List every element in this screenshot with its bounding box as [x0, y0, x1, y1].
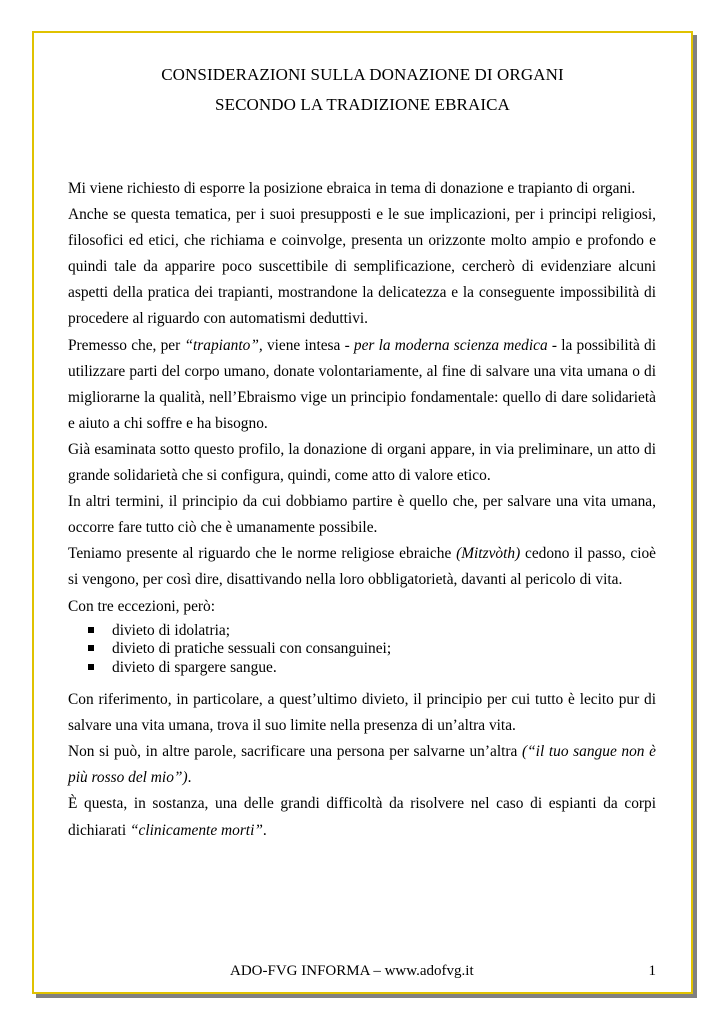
paragraph-3-text-c: viene intesa - [262, 336, 354, 354]
paragraph-3 [68, 333, 656, 437]
paragraph-3-text-a: Premesso che, per [68, 336, 185, 354]
paragraph-9-text-a: Non si può, in altre parole, sacrificare una persona per salvarne un’altra [68, 743, 522, 761]
paragraph-3-term-trapianto: “trapianto”, [184, 336, 263, 354]
list-item-text: divieto di pratiche sessuali con consanguinei; [112, 640, 392, 658]
paragraph-3-emphasis: per la moderna scienza medica [353, 336, 548, 354]
square-bullet-icon [88, 664, 94, 670]
document-title-line-2: SECONDO LA TRADIZIONE EBRAICA [215, 95, 510, 114]
paragraph-2: Anche se questa tematica, per i suoi presupposti e le sue implicazioni, per i principi religiosi, filosofici ed etici, che richiama e coinvolge, presenta un orizzonte molto ampio e profondo e quindi tale da apparire poco suscettibile di semplificazione, cercherò di evidenziare alcuni aspetti della pratica dei trapianti, mostrandone la delicatezza e la conseguente impossibilità di procedere al riguardo con automatismi deduttivi. [68, 206, 656, 328]
paragraph-6-text-c: cedono il passo, cioè si vengono, per così dire, disattivando nella loro obbligatorietà, davanti al pericolo di vita. [68, 545, 657, 589]
list-item [68, 622, 656, 641]
paragraph-6-term-mitzvoth: (Mitzvòth) [456, 545, 521, 563]
paragraph-10-quote: “clinicamente morti” [129, 821, 263, 839]
list-item [68, 659, 656, 678]
paragraph-10 [68, 791, 656, 843]
document-title-line-1: CONSIDERAZIONI SULLA DONAZIONE DI ORGANI [161, 65, 564, 84]
paragraph-9-quote: (“il tuo sangue non è più rosso del mio”) [68, 743, 656, 787]
page-number: 1 [648, 963, 656, 979]
paragraph-1: Mi viene richiesto di esporre la posizione ebraica in tema di donazione e trapianto di organi. [68, 180, 636, 197]
paragraph-6-text-a: Teniamo presente al riguardo che le norme religiose ebraiche [68, 545, 457, 563]
document-body [68, 176, 656, 844]
footer-text: ADO-FVG INFORMA – www.adofvg.it [230, 963, 474, 979]
paragraph-10-text-a: È questa, in sostanza, una delle grandi difficoltà da risolvere nel caso di espianti da corpi dichiarati [68, 795, 656, 839]
paragraph-7: Con tre eccezioni, però: [68, 597, 216, 615]
list-item [68, 640, 656, 659]
paragraph-8: Con riferimento, in particolare, a quest’ultimo divieto, il principio per cui tutto è lecito pur di salvare una vita umana, trova il suo limite nella presenza di un’altra vita. [68, 691, 656, 735]
paragraph-6 [68, 541, 656, 593]
exceptions-list [68, 622, 656, 678]
list-item-text: divieto di spargere sangue. [112, 658, 277, 676]
list-item-text: divieto di idolatria; [112, 621, 230, 639]
paragraph-10-text-c: . [262, 821, 267, 839]
paragraph-3-text-e: - la possibilità di utilizzare parti del corpo umano, donate volontariamente, al fine di salvare una vita umana o di migliorarne la qualità, nell’Ebraismo vige un principio fondamentale: quello di dare solidarietà e aiuto a chi soffre e ha bisogno. [68, 336, 656, 432]
paragraph-4: Già esaminata sotto questo profilo, la donazione di organi appare, in via preliminare, un atto di grande solidarietà che si configura, quindi, come atto di valore etico. [68, 440, 656, 485]
square-bullet-icon [88, 627, 94, 633]
square-bullet-icon [88, 645, 94, 651]
paragraph-9-text-c: . [187, 769, 192, 787]
paragraph-5: In altri termini, il principio da cui dobbiamo partire è quello che, per salvare una vita umana, occorre fare tutto ciò che è umanamente possibile. [68, 493, 656, 537]
paragraph-9 [68, 739, 656, 791]
